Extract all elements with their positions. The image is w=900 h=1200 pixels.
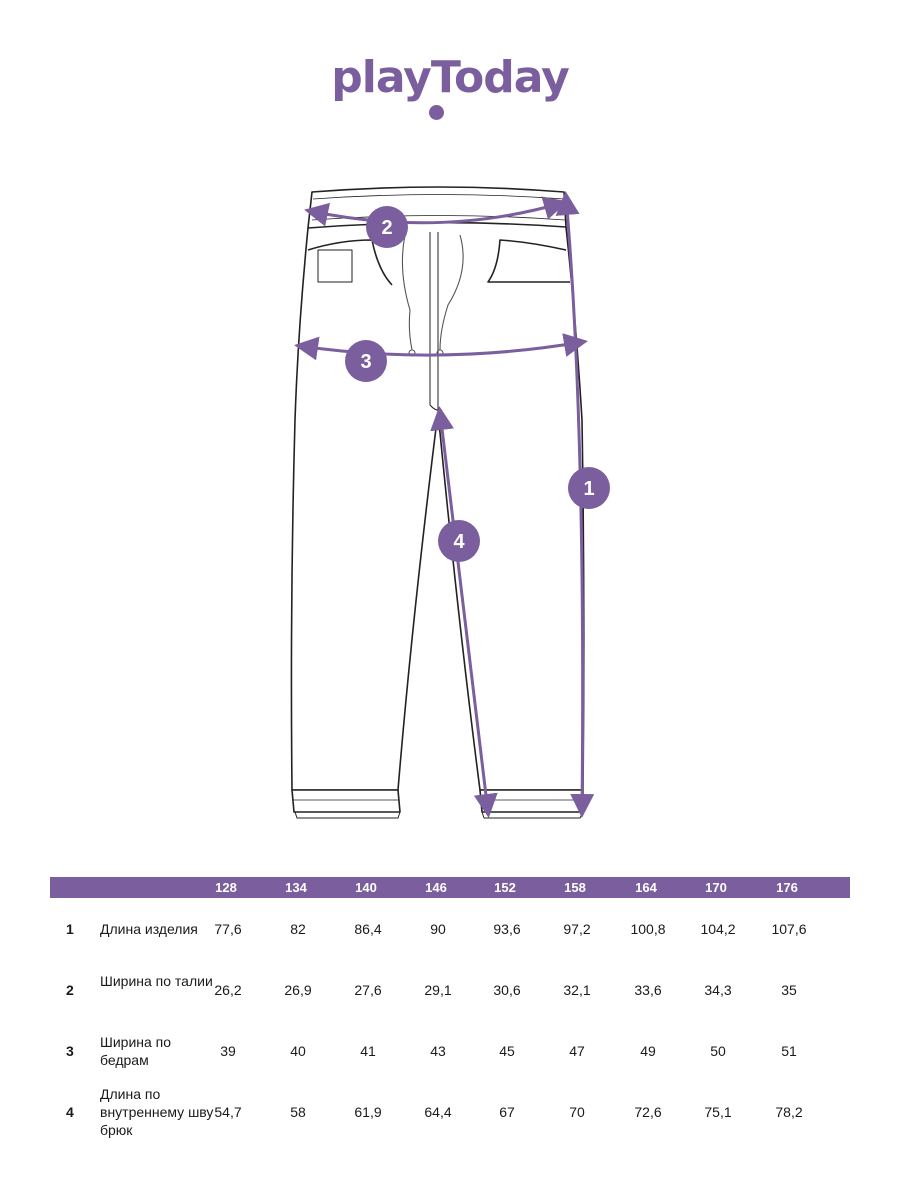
measure-marker-4 xyxy=(438,520,480,562)
row-number: 4 xyxy=(66,1104,74,1120)
table-cell: 43 xyxy=(430,1043,446,1059)
row-measurement-name: Ширина по талии xyxy=(100,973,213,989)
table-cell: 51 xyxy=(781,1043,797,1059)
table-cell: 35 xyxy=(781,982,797,998)
table-cell: 100,8 xyxy=(630,921,666,937)
table-cell: 26,2 xyxy=(214,982,242,998)
pants-outline xyxy=(291,187,583,818)
measure-marker-1 xyxy=(568,467,610,509)
size-header-128: 128 xyxy=(215,880,237,895)
table-cell: 77,6 xyxy=(214,921,242,937)
table-cell: 90 xyxy=(430,921,446,937)
table-cell: 50 xyxy=(710,1043,726,1059)
table-cell: 34,3 xyxy=(704,982,732,998)
measure-line-3 xyxy=(300,342,582,355)
measure-line-4 xyxy=(440,412,488,812)
table-cell: 82 xyxy=(290,921,306,937)
measure-marker-3 xyxy=(345,340,387,382)
table-cell: 47 xyxy=(569,1043,585,1059)
size-header-164: 164 xyxy=(635,880,657,895)
table-cell: 67 xyxy=(499,1104,515,1120)
size-header-152: 152 xyxy=(494,880,516,895)
table-cell: 64,4 xyxy=(424,1104,452,1120)
table-cell: 70 xyxy=(569,1104,585,1120)
table-cell: 58 xyxy=(290,1104,306,1120)
row-measurement-name: Длина изделия xyxy=(100,921,198,937)
row-measurement-name: Длина по внутреннему шву брюк xyxy=(100,1086,214,1138)
measure-marker-2 xyxy=(366,206,408,248)
size-header-176: 176 xyxy=(776,880,798,895)
size-header-146: 146 xyxy=(425,880,447,895)
table-cell: 93,6 xyxy=(493,921,521,937)
table-cell: 45 xyxy=(499,1043,515,1059)
marker-number-2: 2 xyxy=(381,217,393,239)
measurement-lines xyxy=(300,197,583,812)
table-cell: 26,9 xyxy=(284,982,312,998)
table-cell: 27,6 xyxy=(354,982,382,998)
table-cell: 32,1 xyxy=(563,982,591,998)
row-measurement-name: Ширина по бедрам xyxy=(100,1034,172,1068)
table-cell: 49 xyxy=(640,1043,656,1059)
table-cell: 33,6 xyxy=(634,982,662,998)
table-cell: 41 xyxy=(360,1043,376,1059)
marker-number-1: 1 xyxy=(583,478,595,500)
table-cell: 54,7 xyxy=(214,1104,242,1120)
table-cell: 107,6 xyxy=(771,921,807,937)
table-cell: 61,9 xyxy=(354,1104,382,1120)
drawstring xyxy=(402,235,463,356)
marker-number-4: 4 xyxy=(453,531,465,553)
row-number: 3 xyxy=(66,1043,74,1059)
table-cell: 97,2 xyxy=(563,921,591,937)
table-cell: 104,2 xyxy=(700,921,736,937)
table-cell: 75,1 xyxy=(704,1104,732,1120)
size-header-134: 134 xyxy=(285,880,307,895)
table-cell: 39 xyxy=(220,1043,236,1059)
size-header-140: 140 xyxy=(355,880,377,895)
table-cell: 30,6 xyxy=(493,982,521,998)
table-cell: 29,1 xyxy=(424,982,452,998)
table-cell: 72,6 xyxy=(634,1104,662,1120)
size-header-158: 158 xyxy=(564,880,586,895)
table-cell: 86,4 xyxy=(354,921,382,937)
brand-logo-text: playToday xyxy=(331,52,569,103)
table-cell: 78,2 xyxy=(775,1104,803,1120)
table-cell: 40 xyxy=(290,1043,306,1059)
row-number: 1 xyxy=(66,921,74,937)
marker-number-3: 3 xyxy=(360,351,372,373)
row-number: 2 xyxy=(66,982,74,998)
size-header-170: 170 xyxy=(705,880,727,895)
